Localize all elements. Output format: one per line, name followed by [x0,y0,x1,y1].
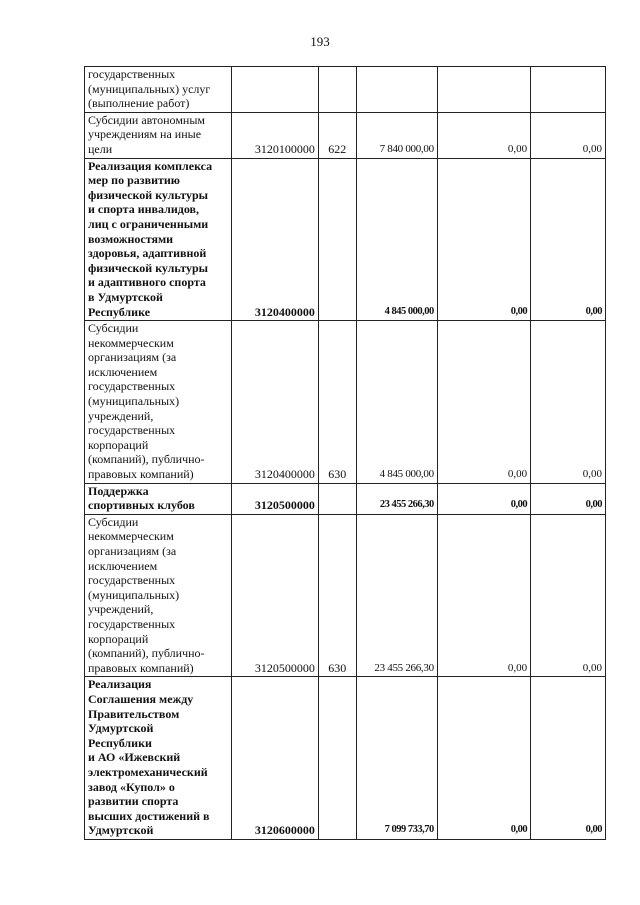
target-article-code-cell: 3120500000 [231,514,318,677]
plan-year-2-cell: 0,00 [531,483,606,514]
row-name-cell: Реализация Соглашения между Правительством Удмуртской Республики и АО «Ижевский электромеханический завод «Купол» о развитии спорта высших достижений в Удмуртской [85,677,232,840]
plan-year-2-cell: 0,00 [531,321,606,484]
plan-year-2-cell: 0,00 [531,112,606,158]
amount-cell: 4 845 000,00 [356,321,437,484]
target-article-code-cell: 3120100000 [231,112,318,158]
budget-table-body [85,67,606,840]
target-article-code-cell: 3120600000 [231,677,318,840]
plan-year-1-cell: 0,00 [437,321,530,484]
amount-cell: 7 099 733,70 [356,677,437,840]
row-name-cell: Субсидии некоммерческим организациям (за исключением государственных (муниципальных) учреждений, государственных корпораций (компаний), публично- правовых компаний) [85,514,232,677]
table-row [85,321,606,484]
amount-cell: 7 840 000,00 [356,112,437,158]
amount-cell: 23 455 266,30 [356,483,437,514]
budget-table [84,66,606,840]
plan-year-1-cell [437,67,530,113]
plan-year-1-cell: 0,00 [437,677,530,840]
expense-type-cell: 630 [318,321,356,484]
table-row [85,112,606,158]
expense-type-cell: 622 [318,112,356,158]
row-name-cell: государственных (муниципальных) услуг (выполнение работ) [85,67,232,113]
table-row [85,677,606,840]
plan-year-2-cell: 0,00 [531,677,606,840]
plan-year-1-cell: 0,00 [437,483,530,514]
row-name-cell: Поддержка спортивных клубов [85,483,232,514]
expense-type-cell [318,677,356,840]
plan-year-2-cell [531,67,606,113]
target-article-code-cell: 3120500000 [231,483,318,514]
plan-year-2-cell: 0,00 [531,514,606,677]
table-row [85,483,606,514]
target-article-code-cell: 3120400000 [231,158,318,321]
row-name-cell: Субсидии некоммерческим организациям (за исключением государственных (муниципальных) учреждений, государственных корпораций (компаний), публично- правовых компаний) [85,321,232,484]
table-row [85,67,606,113]
expense-type-cell [318,67,356,113]
table-row [85,514,606,677]
table-row [85,158,606,321]
expense-type-cell [318,483,356,514]
amount-cell: 23 455 266,30 [356,514,437,677]
amount-cell: 4 845 000,00 [356,158,437,321]
amount-cell [356,67,437,113]
row-name-cell: Субсидии автономным учреждениям на иные цели [85,112,232,158]
plan-year-1-cell: 0,00 [437,112,530,158]
page-number: 193 [310,34,330,49]
row-name-cell: Реализация комплекса мер по развитию физической культуры и спорта инвалидов, лиц с ограниченными возможностями здоровья, адаптивной физической культуры и адаптивного спорта в Удмуртской Республике [85,158,232,321]
target-article-code-cell: 3120400000 [231,321,318,484]
target-article-code-cell [231,67,318,113]
plan-year-1-cell: 0,00 [437,158,530,321]
expense-type-cell [318,158,356,321]
expense-type-cell: 630 [318,514,356,677]
plan-year-2-cell: 0,00 [531,158,606,321]
plan-year-1-cell: 0,00 [437,514,530,677]
